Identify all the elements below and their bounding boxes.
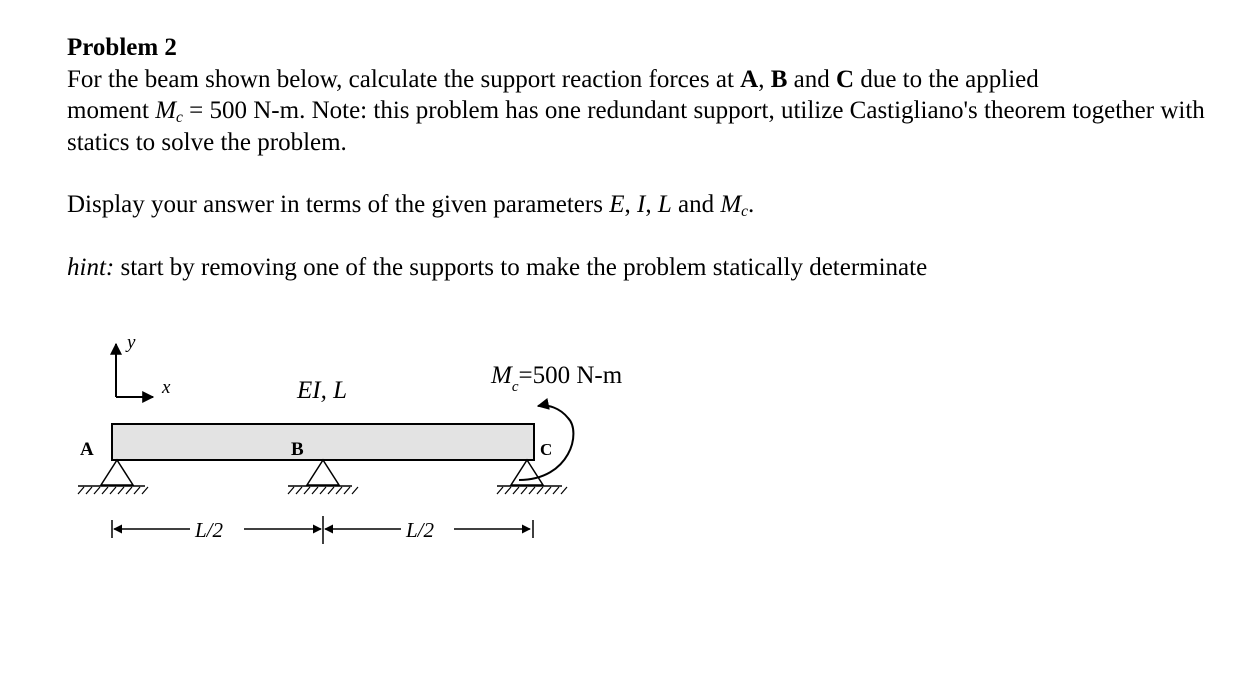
param-e: E <box>609 191 625 218</box>
period: . <box>748 191 755 218</box>
ground-hatch-c <box>497 487 567 494</box>
label-c: C <box>836 65 855 93</box>
param-m-subscript: c <box>741 202 749 220</box>
and-word: and <box>787 65 837 93</box>
moment-label <box>490 362 623 395</box>
label-a: A <box>740 65 759 93</box>
moment-label-value: =500 N-m <box>518 362 623 389</box>
dimension-left <box>112 518 321 542</box>
moment-word: moment <box>67 97 156 124</box>
coordinate-axes <box>116 332 171 398</box>
statement-rest: = 500 N-m. Note: this problem has one redundant support, utilize Castigliano's theorem together with statics to solve the problem. <box>67 97 1205 156</box>
x-axis-label: x <box>162 377 171 398</box>
and-word-2: and <box>671 191 721 218</box>
moment-label-m: M <box>491 362 512 389</box>
support-c-label: C <box>540 440 553 459</box>
hint-text: start by removing one of the supports to make the problem statically determinate <box>114 253 928 281</box>
ground-hatch-b <box>288 487 358 494</box>
moment-symbol: M <box>155 97 177 124</box>
y-axis-label: y <box>127 332 136 353</box>
sep-2: , <box>645 191 658 218</box>
support-a-label: A <box>80 439 94 460</box>
beam <box>112 424 534 460</box>
moment-label-c: c <box>511 379 519 395</box>
moment-subscript: c <box>176 108 183 126</box>
problem-title: Problem 2 <box>67 34 177 61</box>
applied-moment <box>490 362 623 480</box>
sep-1: , <box>624 191 637 218</box>
beam-label: EI, L <box>297 377 347 404</box>
statement-suffix: due to the applied <box>854 65 1039 93</box>
pin-triangle-c <box>511 460 543 485</box>
support-b-label: B <box>291 439 304 460</box>
ground-hatch-a <box>78 487 148 494</box>
statement-prefix: For the beam shown below, calculate the support reaction forces at <box>67 65 741 93</box>
dim-label-left: L/2 <box>195 518 224 542</box>
pin-triangle-b <box>307 460 339 485</box>
dimension-right <box>325 518 533 542</box>
dim-label-right: L/2 <box>406 518 435 542</box>
param-m: M <box>720 191 742 218</box>
label-b: B <box>770 65 788 93</box>
param-l: L <box>657 191 672 218</box>
param-i: I <box>636 191 646 218</box>
comma: , <box>758 65 771 93</box>
display-prefix: Display your answer in terms of the given parameters <box>67 191 610 218</box>
pin-triangle-a <box>101 460 133 485</box>
hint-label: hint: <box>67 253 115 281</box>
